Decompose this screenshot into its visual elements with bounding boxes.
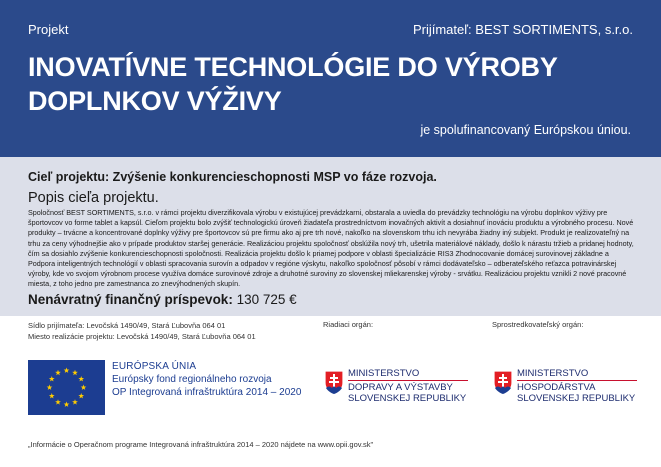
eu-text-block [112, 360, 301, 399]
slovak-coat-of-arms-icon [324, 370, 344, 395]
eu-name: EURÓPSKA ÚNIA [112, 361, 197, 372]
eu-flag-icon [28, 360, 105, 415]
ministry-transport-divider [348, 380, 468, 381]
eu-star-icon [55, 399, 61, 404]
eu-star-icon [78, 376, 84, 381]
eu-stars-icon [28, 360, 105, 415]
eu-star-icon [72, 399, 78, 404]
eu-star-icon [55, 370, 61, 375]
eu-star-icon [49, 376, 55, 381]
project-title [28, 50, 558, 118]
grant-amount [28, 292, 297, 307]
eu-star-icon [47, 385, 53, 390]
grant-amount-value: 130 725 € [236, 292, 297, 307]
cofinanced-note: je spolufinancovaný Európskou úniou. [420, 123, 631, 137]
header-banner [0, 0, 661, 157]
slovak-coat-of-arms-icon [493, 370, 513, 395]
recipient-seat: Sídlo prijímateľa: Levočská 1490/49, Stará Ľubovňa 064 01 [28, 321, 226, 330]
description-text: Spoločnosť BEST SORTIMENTS, s.r.o. v rámci projektu diverzifikovala výrobu v existujúcej prevádzkarni, obstarala a uviedla do prevádzky technológiu na výrobu doplnkov výživy pre športovcov vo forme tablet a kapsúl. Cieľom projektu bolo zvýšiť technologickú úroveň žiadateľa prostredníctvom inovačných aktivít a dosiahnuť inováciu produktu a výrobného procesu. Nové produkty – trvácne a koncentrované doplnky výživy pre športovcov sú pre firmu ako aj pre trh nové, nakoľko na slovenskom trhu ich nevyrába žiadny iný subjekt. Produkt je realizovateľný na trhu za ceny výhodnejšie ako v prípade produktov staršej generácie. Realizáciou projektu spoločnosť obslúžila nový trh, ušetrila materiálové náklady, došlo k nárastu tržieb a pridanej hodnoty, čím sa dosiahlo zvýšenie konkurencieschopnosti spoločnosti. Realizácia projektu došlo k priamej podpore v oblasti špecializácie RIS3 Zhodnocovanie domácej surovinovej základne a Podpora inteligentných technológií v oblasti spracovania surovín a odpadov v regióne výskytu, nakoľko spoločnosť pôsobí v rámci dodávateľsko – odberateľského reťazca potravinárskej výroby, kde vo svojom výrobnom procese využíva domáce surovinové zdroje a druhotné suroviny zo slovenskej mliekarenskej výroby - srvátku. Realizáciou projektu vznikli 2 nové pracovné miesta, z toho jedno pre zamestnanca zo znevýhodnených skupín. [28, 208, 634, 289]
eu-star-icon [64, 368, 70, 373]
ministry-transport-line3: SLOVENSKEJ REPUBLIKY [348, 393, 467, 404]
recipient-label: Prijímateľ: BEST SORTIMENTS, s.r.o. [412, 22, 633, 37]
footer-note: „Informácie o Operačnom programe Integrovaná infraštruktúra 2014 – 2020 nájdete na www.opii.gov.sk" [28, 440, 374, 449]
ministry-transport-line2: DOPRAVY A VÝSTAVBY [348, 382, 453, 393]
eu-star-icon [64, 402, 70, 407]
ministry-economy-line2: HOSPODÁRSTVA [517, 382, 596, 393]
grant-amount-label: Nenávratný finančný príspevok: [28, 292, 233, 307]
ministry-economy-line3: SLOVENSKEJ REPUBLIKY [517, 393, 636, 404]
description-heading: Popis cieľa projektu. [28, 190, 159, 206]
ministry-transport-text [348, 368, 468, 404]
title-line-1: INOVATÍVNE TECHNOLÓGIE DO VÝROBY [28, 52, 558, 82]
ministry-economy-text [517, 368, 637, 404]
project-label: Projekt [28, 22, 69, 37]
eu-programme: OP Integrovaná infraštruktúra 2014 – 2020 [112, 387, 302, 398]
project-goal: Cieľ projektu: Zvýšenie konkurencieschopnosti MSP vo fáze rozvoja. [28, 170, 437, 184]
eu-star-icon [81, 385, 87, 390]
ministry-transport-line1: MINISTERSTVO [348, 368, 420, 379]
project-location: Miesto realizácie projektu: Levočská 1490/49, Stará Ľubovňa 064 01 [28, 332, 256, 341]
eu-star-icon [78, 393, 84, 398]
ministry-economy-divider [517, 380, 637, 381]
ministry-economy-line1: MINISTERSTVO [517, 368, 589, 379]
eu-star-icon [49, 393, 55, 398]
intermediate-body-label: Sprostredkovateľský orgán: [492, 320, 584, 329]
title-line-2: DOPLNKOV VÝŽIVY [28, 86, 282, 116]
eu-star-icon [72, 370, 78, 375]
managing-authority-label: Riadiaci orgán: [323, 320, 374, 329]
eu-fund: Európsky fond regionálneho rozvoja [112, 374, 272, 385]
